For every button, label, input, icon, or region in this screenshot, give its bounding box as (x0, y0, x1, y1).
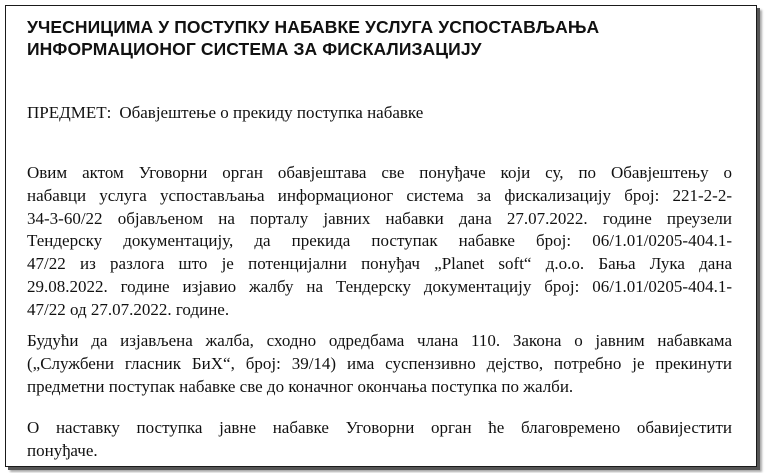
subject-text: Обавјештење о прекиду поступка набавке (119, 103, 424, 122)
paragraph-line: 47/22 од 27.07.2022. године. (27, 299, 230, 319)
heading-line-1: УЧЕСНИЦИМА У ПОСТУПКУ НАБАВКЕ УСЛУГА УСПОСТАВЉАЊА (27, 17, 600, 37)
paragraph-line: 47/22 из разлога што је потенцијални понуђач „Planet soft“ д.о.о. Бања Лука дана (27, 254, 732, 274)
paragraph-line: Овим актом Уговорни орган обавјештава све понуђаче који су, по Обавјештењу о (27, 163, 732, 182)
paragraph-line: („Службени гласник БиХ“, број: 39/14) има суспензивно дејство, потребно је прекинути (27, 353, 732, 373)
paragraph-2 (27, 330, 732, 398)
paragraph-line: предметни поступак набавке све до коначног окончања поступка по жалби. (27, 376, 574, 396)
paragraph-line: Будући да изјављена жалба, сходно одредбама члана 110. Закона о јавним набавкама (27, 331, 732, 350)
document-heading (27, 16, 727, 60)
paragraph-line: понуђаче. (27, 440, 98, 460)
paragraph-line: 34-3-60/22 објављеном на порталу јавних набавки дана 27.07.2022. године преузели (27, 208, 732, 228)
paragraph-line: Тендерску документацију, да прекида поступак набавке број: 06/1.01/0205-404.1- (27, 231, 732, 251)
paragraph-line: набавци услуга успостављања информационог система за фискализацију број: 221-2-2- (27, 185, 732, 205)
paragraph-3 (27, 417, 732, 463)
heading-line-2: ИНФОРМАЦИОНОГ СИСТЕМА ЗА ФИСКАЛИЗАЦИЈУ (27, 39, 482, 59)
paragraph-line: 29.08.2022. године изјавио жалбу на Тендерску документацију број: 06/1.01/0205-404.1- (27, 276, 732, 296)
paragraph-line: О наставку поступка јавне набавке Уговорни орган ће благовремено обавијестити (27, 418, 732, 437)
subject-label: ПРЕДМЕТ: (27, 103, 112, 122)
document-page (5, 5, 757, 467)
paragraph-1 (27, 162, 732, 322)
subject-line (27, 103, 423, 123)
